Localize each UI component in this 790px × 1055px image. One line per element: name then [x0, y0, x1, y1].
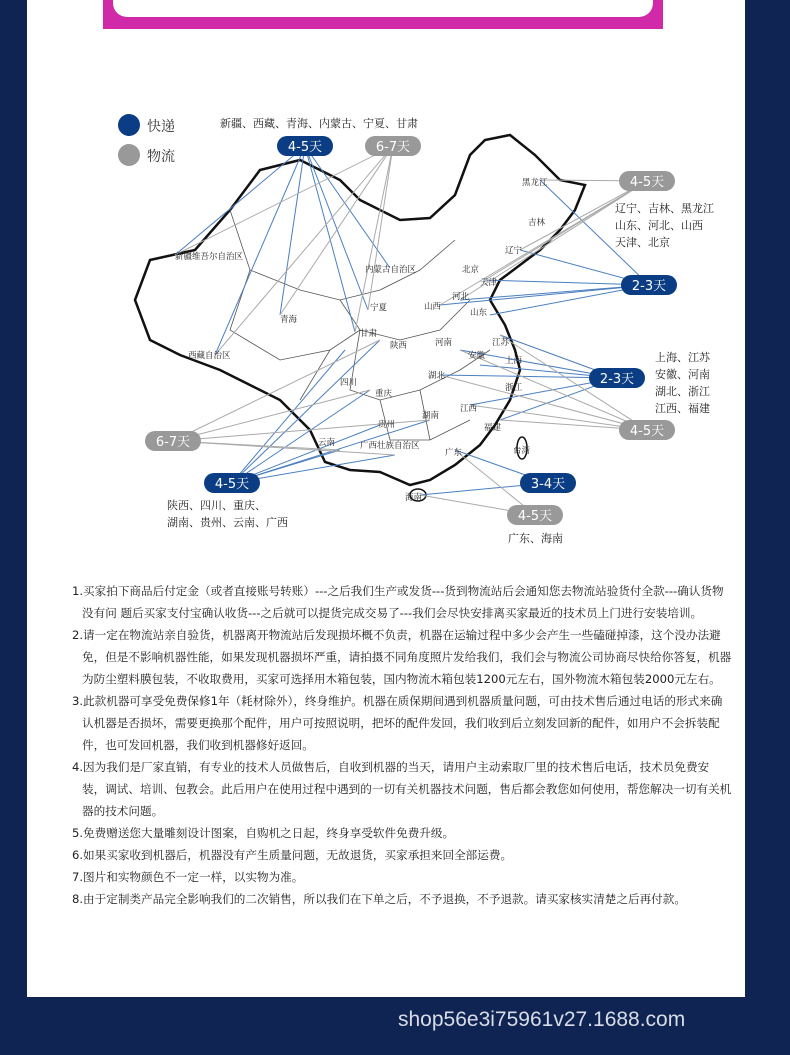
region-northwest: 新疆、西藏、青海、内蒙古、宁夏、甘肃 [220, 117, 418, 130]
region-northeast: 山东、河北、山西 [615, 219, 703, 232]
province-label: 广东 [445, 448, 463, 458]
province-label: 浙江 [505, 383, 523, 393]
logistics-legend-dot [118, 144, 140, 166]
delivery-badge-label: 4-5天 [214, 477, 250, 492]
province-label: 西藏自治区 [188, 351, 231, 361]
map-legend [118, 114, 175, 166]
province-label: 河北 [452, 292, 470, 302]
note-item: 1.买家拍下商品后付定金（或者直接账号转账）---之后我们生产或发货---货到物流站后会通知您去物流站验货付全款---确认货物没有问 题后买家支付宝确认收货---之后就可以提货完成交易了---我们会尽快安排离买家最近的技术员上门进行安装培训。 [72, 584, 724, 620]
province-label: 广西壮族自治区 [360, 441, 420, 451]
legend-logistics: 物流 [147, 149, 175, 165]
province-label: 天津 [480, 278, 498, 288]
province-label: 宁夏 [370, 303, 388, 313]
province-label: 新疆维吾尔自治区 [175, 252, 244, 262]
province-label: 湖北 [428, 371, 446, 381]
delivery-badge-label: 2-3天 [599, 372, 635, 387]
region-southwest: 陕西、四川、重庆、 [167, 499, 266, 512]
note-item: 4.因为我们是厂家直销，有专业的技术人员做售后，自收到机器的当天，请用户主动索取厂里的技术售后电话，技术员免费安装，调试、培训、包教会。此后用户在使用过程中遇到的一切有关机器技术问题，售后都会教您如何使用，帮您解决一切有关机器的技术问题。 [72, 760, 732, 818]
header-banner-inner [113, 0, 653, 17]
region-east: 江西、福建 [655, 402, 710, 415]
province-label: 江苏 [492, 338, 510, 348]
delivery-badge-label: 4-5天 [517, 509, 553, 524]
note-item: 8.由于定制类产品完全影响我们的二次销售，所以我们在下单之后，不予退换，不予退款。请买家核实清楚之后再付款。 [72, 892, 686, 906]
province-label: 黑龙江 [522, 178, 548, 188]
delivery-badge-label: 4-5天 [287, 140, 323, 155]
region-east: 湖北、浙江 [655, 385, 710, 398]
region-southwest: 湖南、贵州、云南、广西 [167, 516, 288, 529]
delivery-map [0, 100, 790, 560]
note-item: 3.此款机器可享受免费保修1年（耗材除外），终身维护。机器在质保期间遇到机器质量问题，可由技术售后通过电话的形式来确认机器是否损坏，需要更换那个配件，用户可按照说明，把坏的配件发回，我们收到后立刻发回新的配件，如用户不会拆装配件，也可发回机器，我们收到机器修好返回。 [72, 694, 723, 752]
region-south: 广东、海南 [508, 532, 563, 545]
province-label: 辽宁 [505, 246, 523, 256]
province-label: 安徽 [468, 351, 486, 361]
purchase-notes [72, 580, 732, 910]
delivery-badge-label: 4-5天 [629, 175, 665, 190]
province-label: 湖南 [422, 411, 440, 421]
delivery-badge-label: 6-7天 [155, 435, 191, 450]
note-item: 5.免费赠送您大量雕刻设计图案，自购机之日起，终身享受软件免费升级。 [72, 826, 455, 840]
express-legend-dot [118, 114, 140, 136]
shop-watermark: shop56e3i75961v27.1688.com [398, 1008, 686, 1031]
province-label: 内蒙古自治区 [365, 265, 417, 275]
region-east: 上海、江苏 [655, 351, 710, 364]
delivery-badge-label: 3-4天 [530, 477, 566, 492]
province-label: 重庆 [375, 389, 393, 399]
delivery-badge-label: 6-7天 [375, 140, 411, 155]
note-item: 2.请一定在物流站亲自验货，机器离开物流站后发现损坏概不负责，机器在运输过程中多少会产生一些磕碰掉漆，这个没办法避免，但是不影响机器性能，如果发现机器损坏严重，请拍摄不同角度照片发给我们，我们会与物流公司协商尽快给你答复，机器为防尘塑料膜包装，不收取费用，买家可选择用木箱包装，国内物流木箱包装1200元左右，国外物流木箱包装2000元左右。 [72, 628, 732, 686]
province-label: 吉林 [528, 218, 546, 228]
province-label: 海南 [405, 493, 423, 503]
region-northeast: 辽宁、吉林、黑龙江 [615, 202, 714, 215]
province-label: 北京 [462, 265, 480, 275]
region-northeast: 天津、北京 [615, 236, 670, 249]
province-label: 青海 [280, 315, 298, 325]
province-label: 福建 [484, 423, 502, 433]
legend-express: 快递 [147, 119, 175, 135]
province-label: 山东 [470, 308, 488, 318]
province-label: 山西 [424, 302, 442, 312]
region-east: 安徽、河南 [655, 368, 710, 381]
delivery-badge-label: 4-5天 [629, 424, 665, 439]
province-label: 江西 [460, 404, 478, 414]
province-label: 贵州 [378, 420, 396, 430]
province-label: 云南 [318, 438, 336, 448]
province-label: 四川 [340, 378, 358, 388]
note-item: 6.如果买家收到机器后，机器没有产生质量问题，无故退货，买家承担来回全部运费。 [72, 848, 513, 862]
province-label: 台湾 [513, 446, 531, 456]
province-label: 陕西 [390, 341, 408, 351]
province-label: 甘肃 [360, 329, 378, 339]
note-item: 7.图片和实物颜色不一定一样，以实物为准。 [72, 870, 304, 884]
province-label: 上海 [505, 356, 523, 366]
province-label: 河南 [435, 338, 453, 348]
delivery-badge-label: 2-3天 [631, 279, 667, 294]
